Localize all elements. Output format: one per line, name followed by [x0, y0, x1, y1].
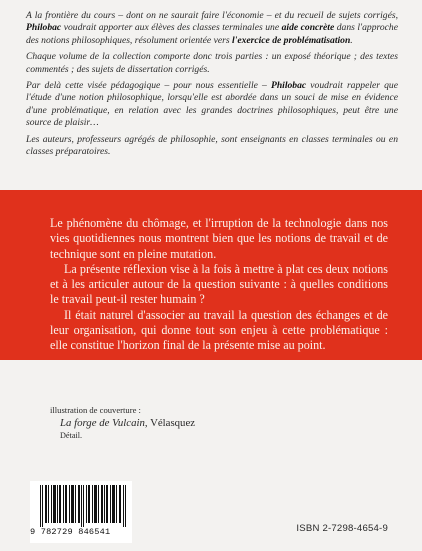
- brand-name: Philobac: [270, 80, 307, 92]
- description-paragraph-2: Chaque volume de la collection comporte donc trois parties : un exposé théorique ; des textes commentés ; des sujets de dissertation corrigés.: [26, 51, 398, 75]
- barcode-bars-icon: [40, 485, 126, 527]
- description-paragraph-1: A la frontière du cours – dont on ne saurait faire l'économie – et du recueil de sujets corrigés, Philobac voudrait apporter aux élèves des classes terminales une aide concrète dans l'approche des notions philosophiques, résolument orientée vers l'exercice de problématisation.: [26, 10, 398, 46]
- barcode: [30, 481, 132, 543]
- cover-illustration-credit: [50, 405, 195, 441]
- summary-paragraph-2: La présente réflexion vise à la fois à mettre à plat ces deux notions et à les articuler autour de la question suivante : à quelles conditions le travail peut-il rester humain ?: [50, 261, 388, 307]
- emphasis-aide-concrete: aide concrète: [281, 22, 335, 34]
- barcode-digits: 9 782729 846541: [30, 527, 111, 537]
- summary-paragraph-1: Le phénomène du chômage, et l'irruption de la technologie dans nos vies quotidiennes nous montrent bien que les notions de travail et de technique sont en pleine mutation.: [50, 216, 388, 261]
- credit-label: illustration de couverture :: [50, 405, 141, 415]
- description-paragraph-4: Les auteurs, professeurs agrégés de philosophie, sont enseignants en classes terminales ou en classes préparatoires.: [26, 133, 398, 158]
- credit-title: [60, 416, 195, 430]
- description-paragraph-3: Par delà cette visée pédagogique – pour nous essentielle – Philobac voudrait rappeler que l'étude d'une notion philosophique, lorsqu'elle est abordée dans un souci de mise en évidence d'une problématique, en relation avec les grandes doctrines philosophiques, peut être une source de plaisir…: [26, 80, 398, 129]
- series-description: [26, 10, 398, 162]
- emphasis-problematisation: l'exercice de problématisation: [231, 34, 351, 46]
- summary-paragraph-3: Il était naturel d'associer au travail la question des échanges et de leur organisation, qui donne tout son enjeu à cette problématique : elle constitue l'horizon final de la présente mise au point.: [50, 307, 388, 353]
- artwork-title: La forge de Vulcain: [60, 417, 145, 429]
- isbn-number: ISBN 2-7298-4654-9: [296, 523, 388, 534]
- book-summary: [50, 216, 388, 354]
- credit-detail: Détail.: [60, 431, 83, 440]
- brand-name: Philobac: [26, 22, 62, 34]
- artist-name: , Vélasquez: [144, 417, 196, 429]
